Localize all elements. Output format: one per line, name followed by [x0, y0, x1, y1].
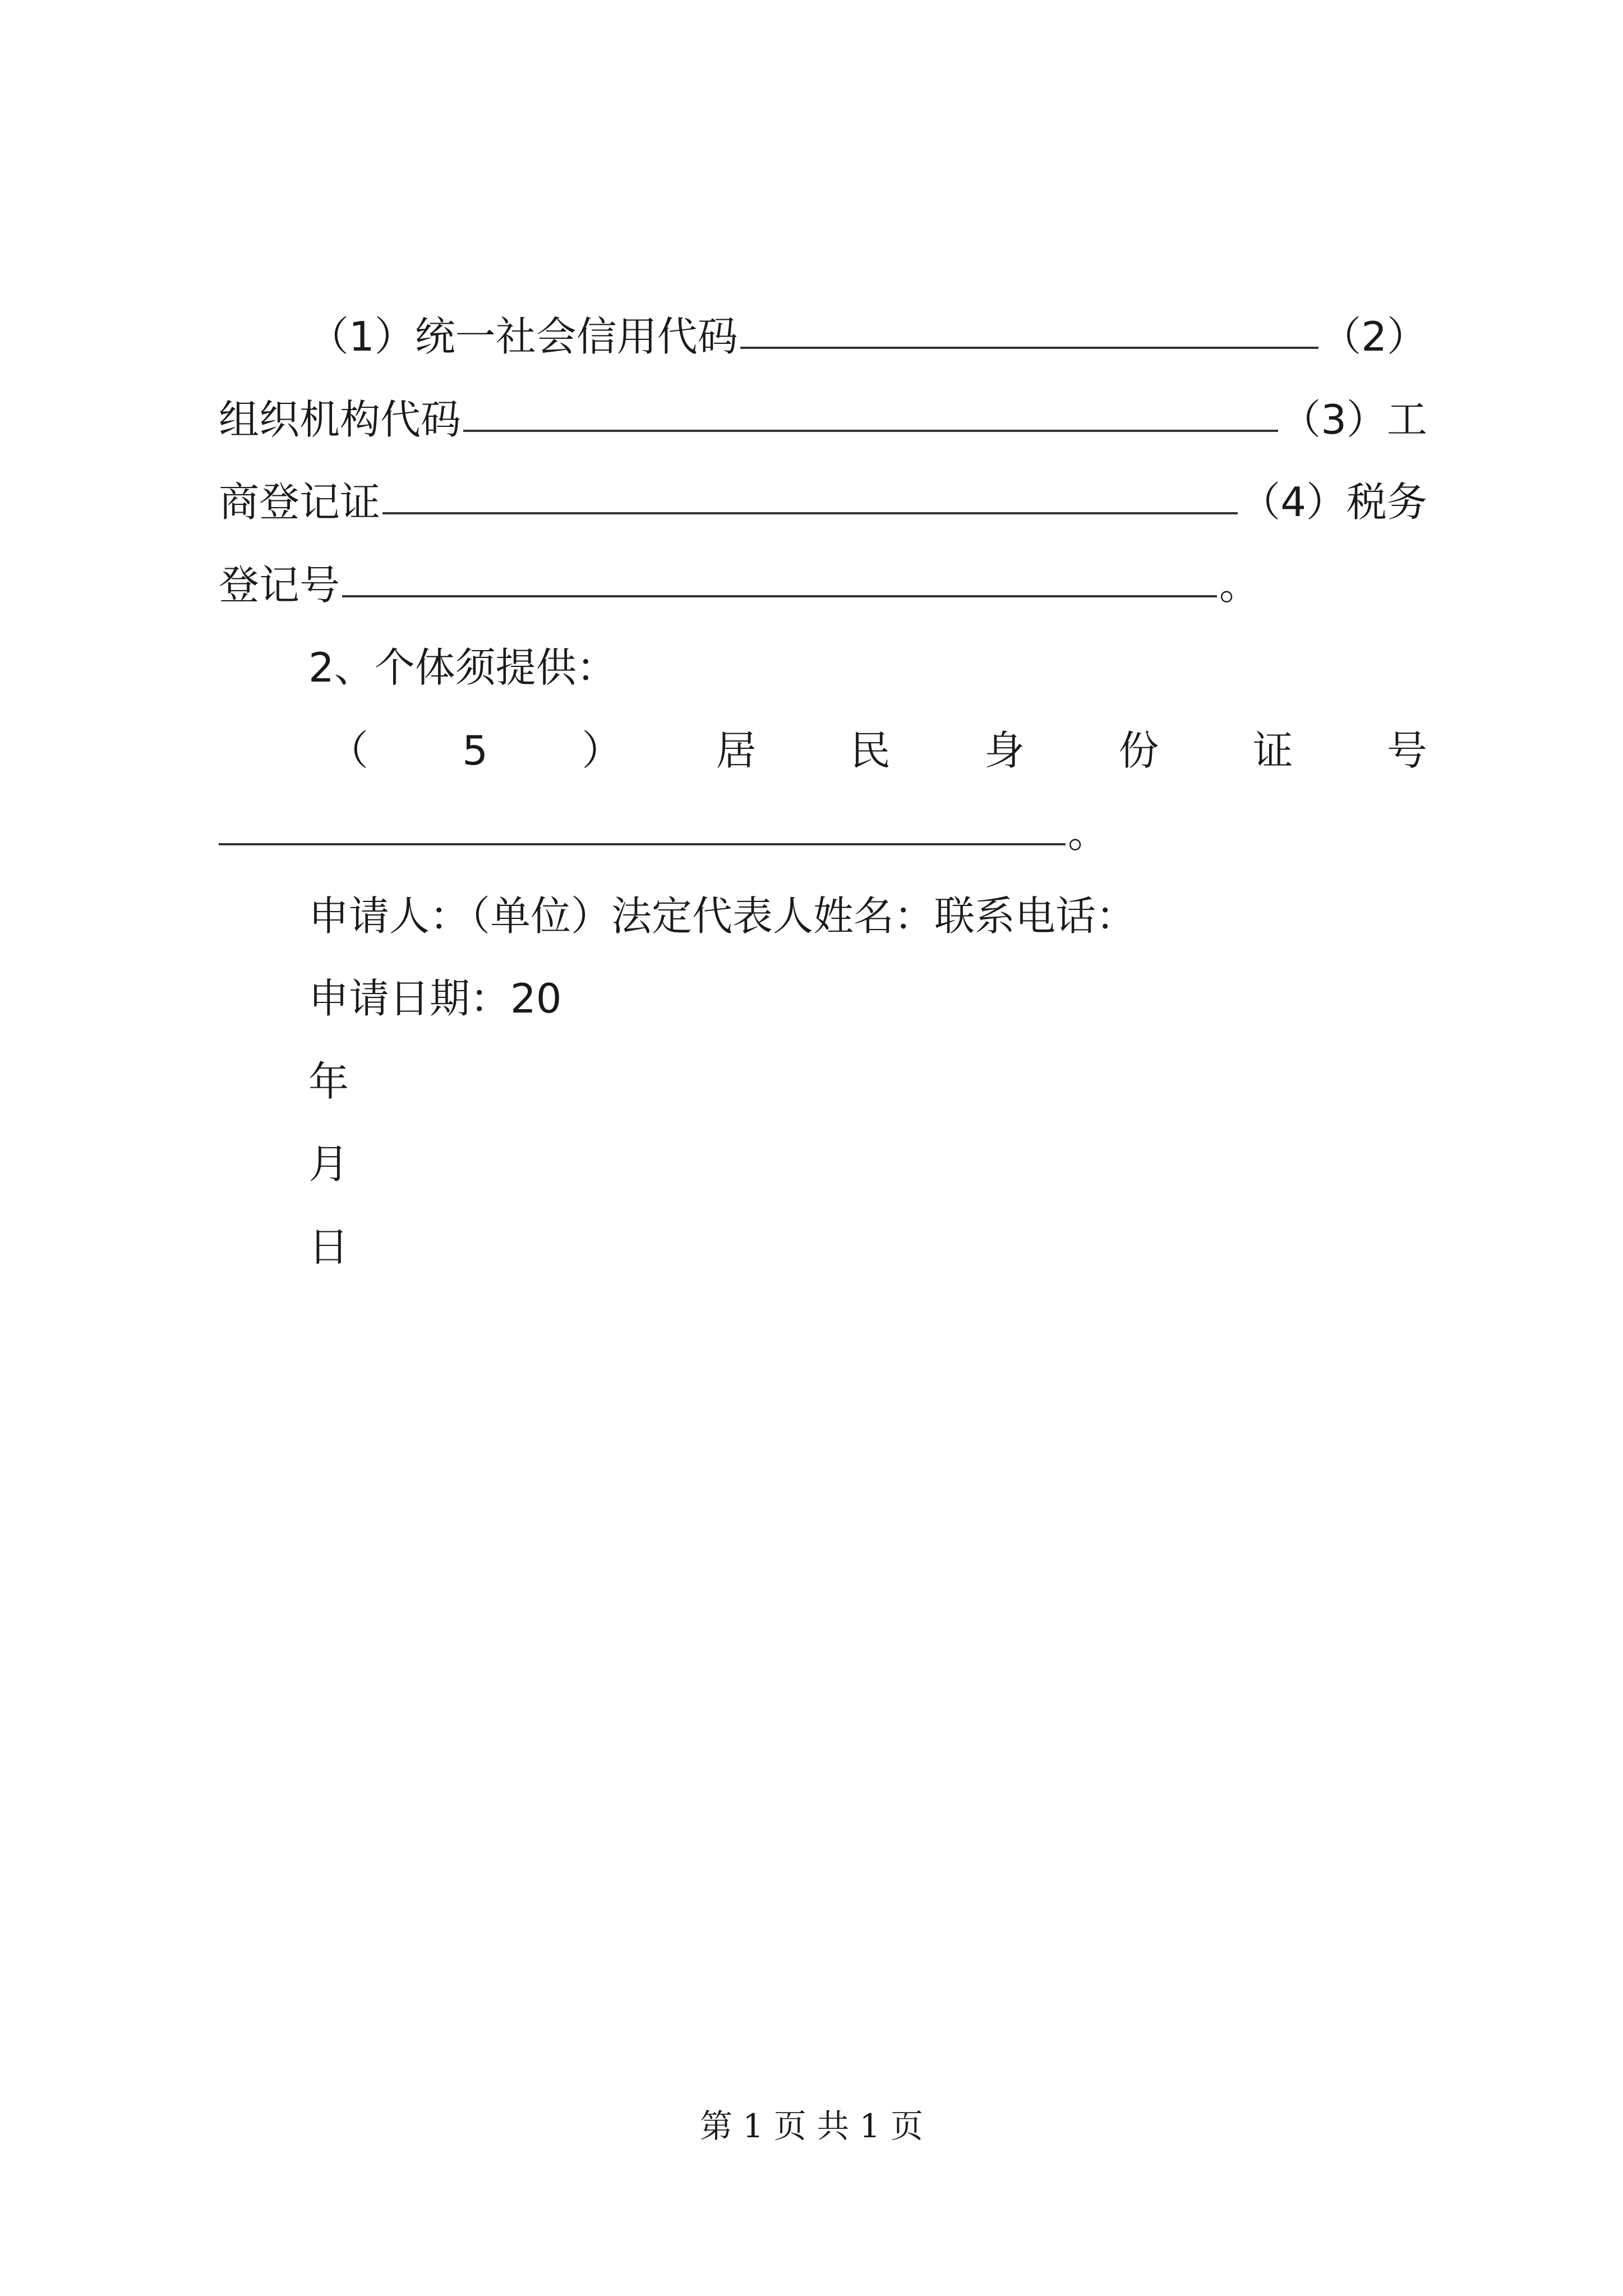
month-label: 月	[308, 1140, 349, 1188]
line-id-number-label	[328, 706, 1427, 795]
day-label: 日	[308, 1223, 349, 1271]
applicant-label: 申请人：（单位）法定代表人姓名：联系电话：	[308, 892, 1137, 940]
line-application-date	[308, 954, 1427, 1043]
id-label-char: 居	[716, 727, 757, 774]
id-label-char: 民	[850, 727, 891, 774]
id-label-char: 身	[984, 727, 1025, 774]
page-number: 第 1 页 共 1 页	[700, 2107, 923, 2145]
id-label-char: 份	[1118, 727, 1159, 774]
label-tax-registration: 登记号	[219, 562, 340, 609]
blank-id-number	[219, 840, 1066, 845]
line-credit-code	[308, 292, 1427, 381]
year-label: 年	[308, 1058, 349, 1105]
blank-tax-registration	[342, 592, 1217, 597]
label-org-code: 组织机构代码	[219, 396, 462, 443]
blank-org-code	[463, 426, 1278, 432]
line-month	[308, 1119, 1427, 1209]
line-id-number-blank	[219, 788, 1427, 878]
line-year	[308, 1037, 1427, 1126]
label-item-2-prefix: （2）	[1321, 313, 1427, 360]
line-individual-heading	[308, 623, 1427, 712]
id-label-char: 证	[1252, 727, 1293, 774]
label-credit-code: （1）统一社会信用代码	[308, 313, 738, 360]
individual-heading: 2、个体须提供：	[308, 644, 617, 691]
label-business-registration: 商登记证	[219, 478, 381, 526]
id-label-char: 号	[1386, 727, 1427, 774]
id-label-char: ）	[582, 727, 623, 774]
line-applicant	[308, 871, 1427, 961]
blank-credit-code	[740, 343, 1318, 349]
line-org-code	[219, 375, 1427, 464]
line-business-registration	[219, 457, 1427, 547]
period-tax-registration: 。	[1219, 562, 1260, 609]
label-item-4-prefix: （4）税务	[1240, 478, 1427, 526]
application-date-label: 申请日期：20	[308, 975, 562, 1022]
line-tax-registration	[219, 540, 1427, 630]
line-day	[308, 1202, 1427, 1292]
label-item-3-prefix: （3）工	[1280, 396, 1427, 443]
id-label-char: 5	[462, 727, 488, 774]
blank-business-registration	[382, 509, 1238, 514]
page-footer	[0, 2098, 1623, 2154]
id-label-char: （	[328, 727, 369, 774]
period-id-number: 。	[1068, 809, 1109, 857]
